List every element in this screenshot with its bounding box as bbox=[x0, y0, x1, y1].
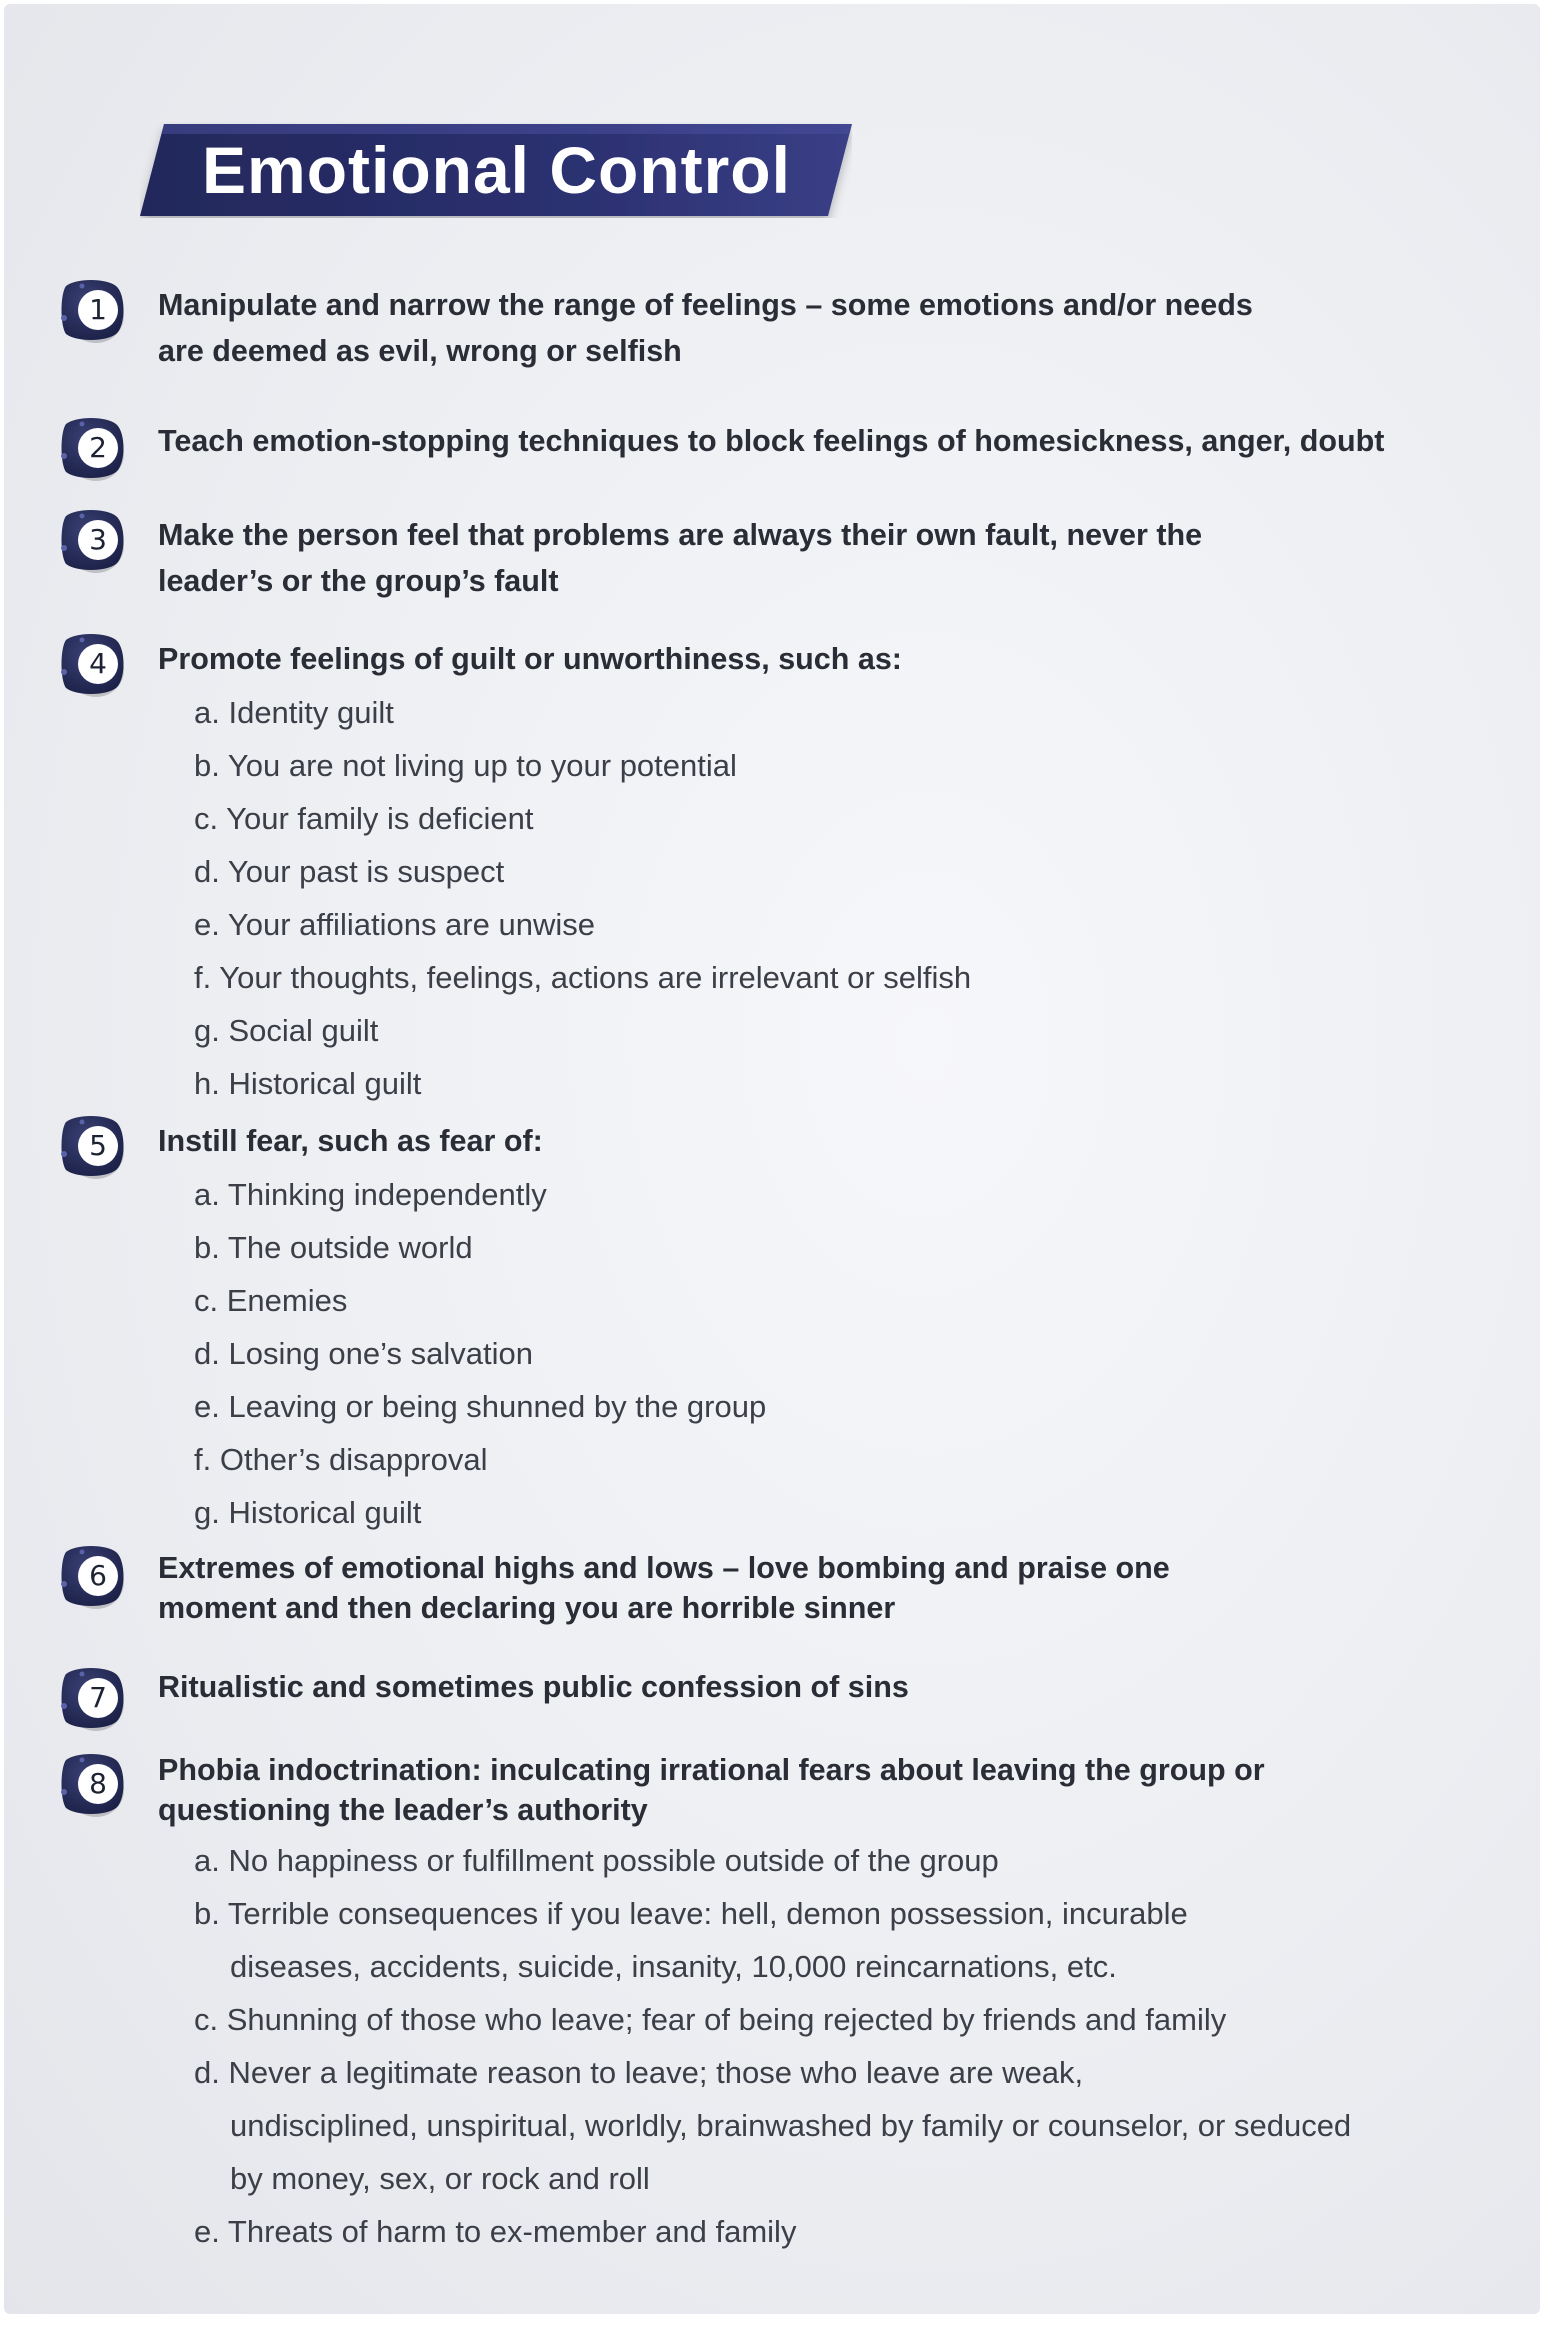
item-heading-line: questioning the leader’s authority bbox=[158, 1793, 648, 1827]
item-heading bbox=[158, 512, 1498, 604]
item-number: 1 bbox=[89, 293, 107, 326]
sub-item: g. Historical guilt bbox=[194, 1495, 422, 1530]
number-badge-icon bbox=[56, 1750, 128, 1822]
number-badge-icon bbox=[56, 1112, 128, 1184]
number-badge-icon bbox=[56, 506, 128, 578]
sub-item: d. Losing one’s salvation bbox=[194, 1336, 533, 1371]
sub-item: f. Your thoughts, feelings, actions are irrelevant or selfish bbox=[194, 960, 972, 995]
item-heading-line: Promote feelings of guilt or unworthiness, such as: bbox=[158, 642, 902, 676]
sub-item: c. Enemies bbox=[194, 1283, 348, 1318]
number-badge-icon bbox=[56, 1542, 128, 1614]
item-heading bbox=[158, 282, 1498, 374]
sub-item: undisciplined, unspiritual, worldly, brainwashed by family or counselor, or seduced bbox=[230, 2108, 1352, 2143]
item-heading-line: Manipulate and narrow the range of feelings – some emotions and/or needs bbox=[158, 288, 1253, 322]
sub-item: h. Historical guilt bbox=[194, 1066, 422, 1101]
item-number: 6 bbox=[89, 1559, 107, 1592]
item-number: 7 bbox=[89, 1681, 107, 1714]
sub-item: e. Your affiliations are unwise bbox=[194, 907, 595, 942]
sub-item: f. Other’s disapproval bbox=[194, 1442, 488, 1477]
page bbox=[4, 4, 1540, 2314]
item-number: 8 bbox=[89, 1767, 107, 1800]
item-heading bbox=[158, 636, 1498, 682]
sub-item: c. Shunning of those who leave; fear of being rejected by friends and family bbox=[194, 2002, 1227, 2037]
sub-item: b. You are not living up to your potential bbox=[194, 748, 737, 783]
sub-list bbox=[194, 686, 971, 1110]
item-heading-line: Instill fear, such as fear of: bbox=[158, 1124, 543, 1158]
item-heading-line: moment and then declaring you are horrible sinner bbox=[158, 1591, 896, 1625]
sub-item: a. Identity guilt bbox=[194, 695, 394, 730]
sub-item: b. The outside world bbox=[194, 1230, 473, 1265]
number-badge-icon bbox=[56, 1664, 128, 1736]
item-heading bbox=[158, 1664, 1498, 1710]
item-number: 3 bbox=[89, 523, 107, 556]
sub-item: c. Your family is deficient bbox=[194, 801, 534, 836]
item-heading bbox=[158, 1750, 1498, 1830]
item-number: 2 bbox=[89, 431, 107, 464]
sub-item: b. Terrible consequences if you leave: hell, demon possession, incurable bbox=[194, 1896, 1188, 1931]
number-badge-icon bbox=[56, 414, 128, 486]
sub-item: by money, sex, or rock and roll bbox=[230, 2161, 650, 2196]
sub-list bbox=[194, 1834, 1351, 2258]
sub-item: a. No happiness or fulfillment possible outside of the group bbox=[194, 1843, 999, 1878]
item-heading-line: Teach emotion-stopping techniques to block feelings of homesickness, anger, doubt bbox=[158, 424, 1385, 458]
sub-item: a. Thinking independently bbox=[194, 1177, 547, 1212]
sub-item: g. Social guilt bbox=[194, 1013, 379, 1048]
item-heading-line: Ritualistic and sometimes public confession of sins bbox=[158, 1670, 909, 1704]
item-heading-line: Phobia indoctrination: inculcating irrational fears about leaving the group or bbox=[158, 1753, 1265, 1787]
sub-item: e. Leaving or being shunned by the group bbox=[194, 1389, 767, 1424]
item-heading bbox=[158, 1118, 1498, 1164]
sub-item: d. Your past is suspect bbox=[194, 854, 505, 889]
item-heading-line: are deemed as evil, wrong or selfish bbox=[158, 334, 682, 368]
sub-item: e. Threats of harm to ex-member and family bbox=[194, 2214, 797, 2249]
item-heading-line: leader’s or the group’s fault bbox=[158, 564, 559, 598]
item-heading bbox=[158, 418, 1498, 464]
page-title: Emotional Control bbox=[202, 133, 791, 207]
item-heading-line: Extremes of emotional highs and lows – love bombing and praise one bbox=[158, 1551, 1170, 1585]
title-banner bbox=[140, 122, 852, 218]
sub-list bbox=[194, 1168, 766, 1539]
item-heading bbox=[158, 1548, 1498, 1628]
sub-item: diseases, accidents, suicide, insanity, 10,000 reincarnations, etc. bbox=[230, 1949, 1117, 1984]
sub-item: d. Never a legitimate reason to leave; those who leave are weak, bbox=[194, 2055, 1084, 2090]
item-number: 4 bbox=[89, 647, 107, 680]
item-number: 5 bbox=[89, 1129, 107, 1162]
item-heading-line: Make the person feel that problems are always their own fault, never the bbox=[158, 518, 1203, 552]
number-badge-icon bbox=[56, 276, 128, 348]
number-badge-icon bbox=[56, 630, 128, 702]
